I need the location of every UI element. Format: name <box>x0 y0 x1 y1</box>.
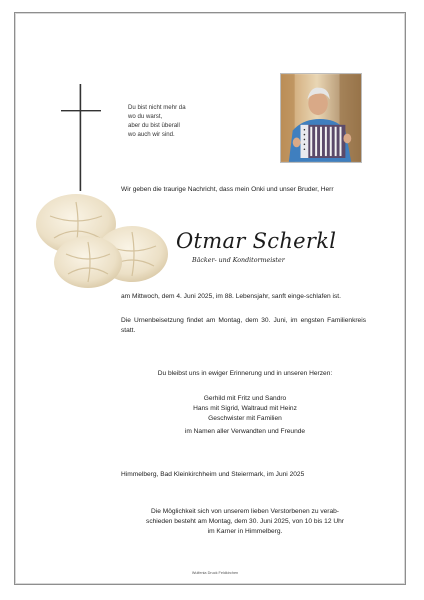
mourner-line: im Namen aller Verwandten und Freunde <box>184 428 306 435</box>
printer-credit: Wulfenia Druck Feldkirchen <box>191 571 239 575</box>
deceased-occupation: Bäcker- und Konditormeister <box>192 257 285 264</box>
death-notice: am Mittwoch, dem 4. Juni 2025, im 88. Lebensjahr, sanft einge-schlafen ist. <box>121 293 341 300</box>
mourners-list <box>100 394 390 437</box>
bread-rolls-image <box>30 192 170 296</box>
remembrance-text <box>100 369 390 379</box>
poem-line: wo auch wir sind. <box>128 131 175 138</box>
portrait-photo <box>280 73 362 163</box>
poem-line: wo du warst, <box>128 113 163 120</box>
mourner-line: Gerhild mit Fritz und Sandro <box>203 395 287 402</box>
remembrance-line: Du bleibst uns in ewiger Erinnerung und in unseren Herzen: <box>157 370 333 377</box>
mourner-line: Hans mit Sigrid, Waltraud mit Heinz <box>193 405 297 412</box>
burial-notice: Die Urnenbeisetzung findet am Montag, dem 30. Juni, im engsten Familienkreis statt. <box>121 317 366 334</box>
farewell-line: Die Möglichkeit sich von unserem lieben Verstorbenen zu verab- <box>150 508 340 515</box>
farewell-line: schieden besteht am Montag, dem 30. Juni 2025, von 10 bis 12 Uhr <box>146 518 344 525</box>
intro-text: Wir geben die traurige Nachricht, dass mein Onki und unser Bruder, Herr <box>121 186 334 193</box>
farewell-text <box>100 507 390 537</box>
deceased-name: Otmar Scherkl <box>176 229 337 253</box>
cross-icon <box>61 84 101 191</box>
place-date: Himmelberg, Bad Kleinkirchheim und Steiermark, im Juni 2025 <box>121 471 305 478</box>
poem-line: Du bist nicht mehr da <box>128 104 186 111</box>
poem-line: aber du bist überall <box>128 122 180 129</box>
poem <box>128 103 238 139</box>
farewell-line: im Karner in Himmelberg. <box>207 528 283 535</box>
mourner-line: Geschwister mit Familien <box>208 415 282 422</box>
